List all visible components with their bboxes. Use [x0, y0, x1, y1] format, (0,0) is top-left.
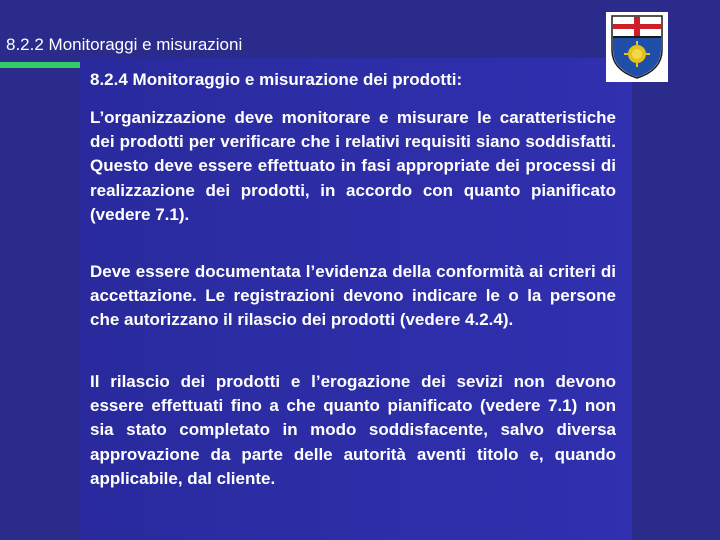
header-title: 8.2.2 Monitoraggi e misurazioni [6, 35, 243, 54]
paragraph-1: L’organizzazione deve monitorare e misurare le caratteristiche dei prodotti per verificare che i relativi requisiti siano soddisfatti. Questo deve essere effettuato in fasi appropriate dei processi di realizzazione dei prodotti, in accordo con quanto pianificato (vedere 7.1). [90, 108, 616, 224]
paragraph-3: Il rilascio dei prodotti e l’erogazione dei sevizi non devono essere effettuati fino a che quanto pianificato (vedere 7.1) non sia stato completato in modo soddisfacente, salvo diversa approvazione da parte delle autorità aventi titolo e, quando applicabile, dal cliente. [90, 372, 616, 488]
university-crest-icon [606, 12, 668, 82]
paragraph-2: Deve essere documentata l’evidenza della conformità ai criteri di accettazione. Le registrazioni devono indicare le o la persone che autorizzano il rilascio dei prodotti (vedere 4.2.4). [90, 262, 616, 330]
section-title: 8.2.4 Monitoraggio e misurazione dei prodotti: [90, 70, 463, 89]
